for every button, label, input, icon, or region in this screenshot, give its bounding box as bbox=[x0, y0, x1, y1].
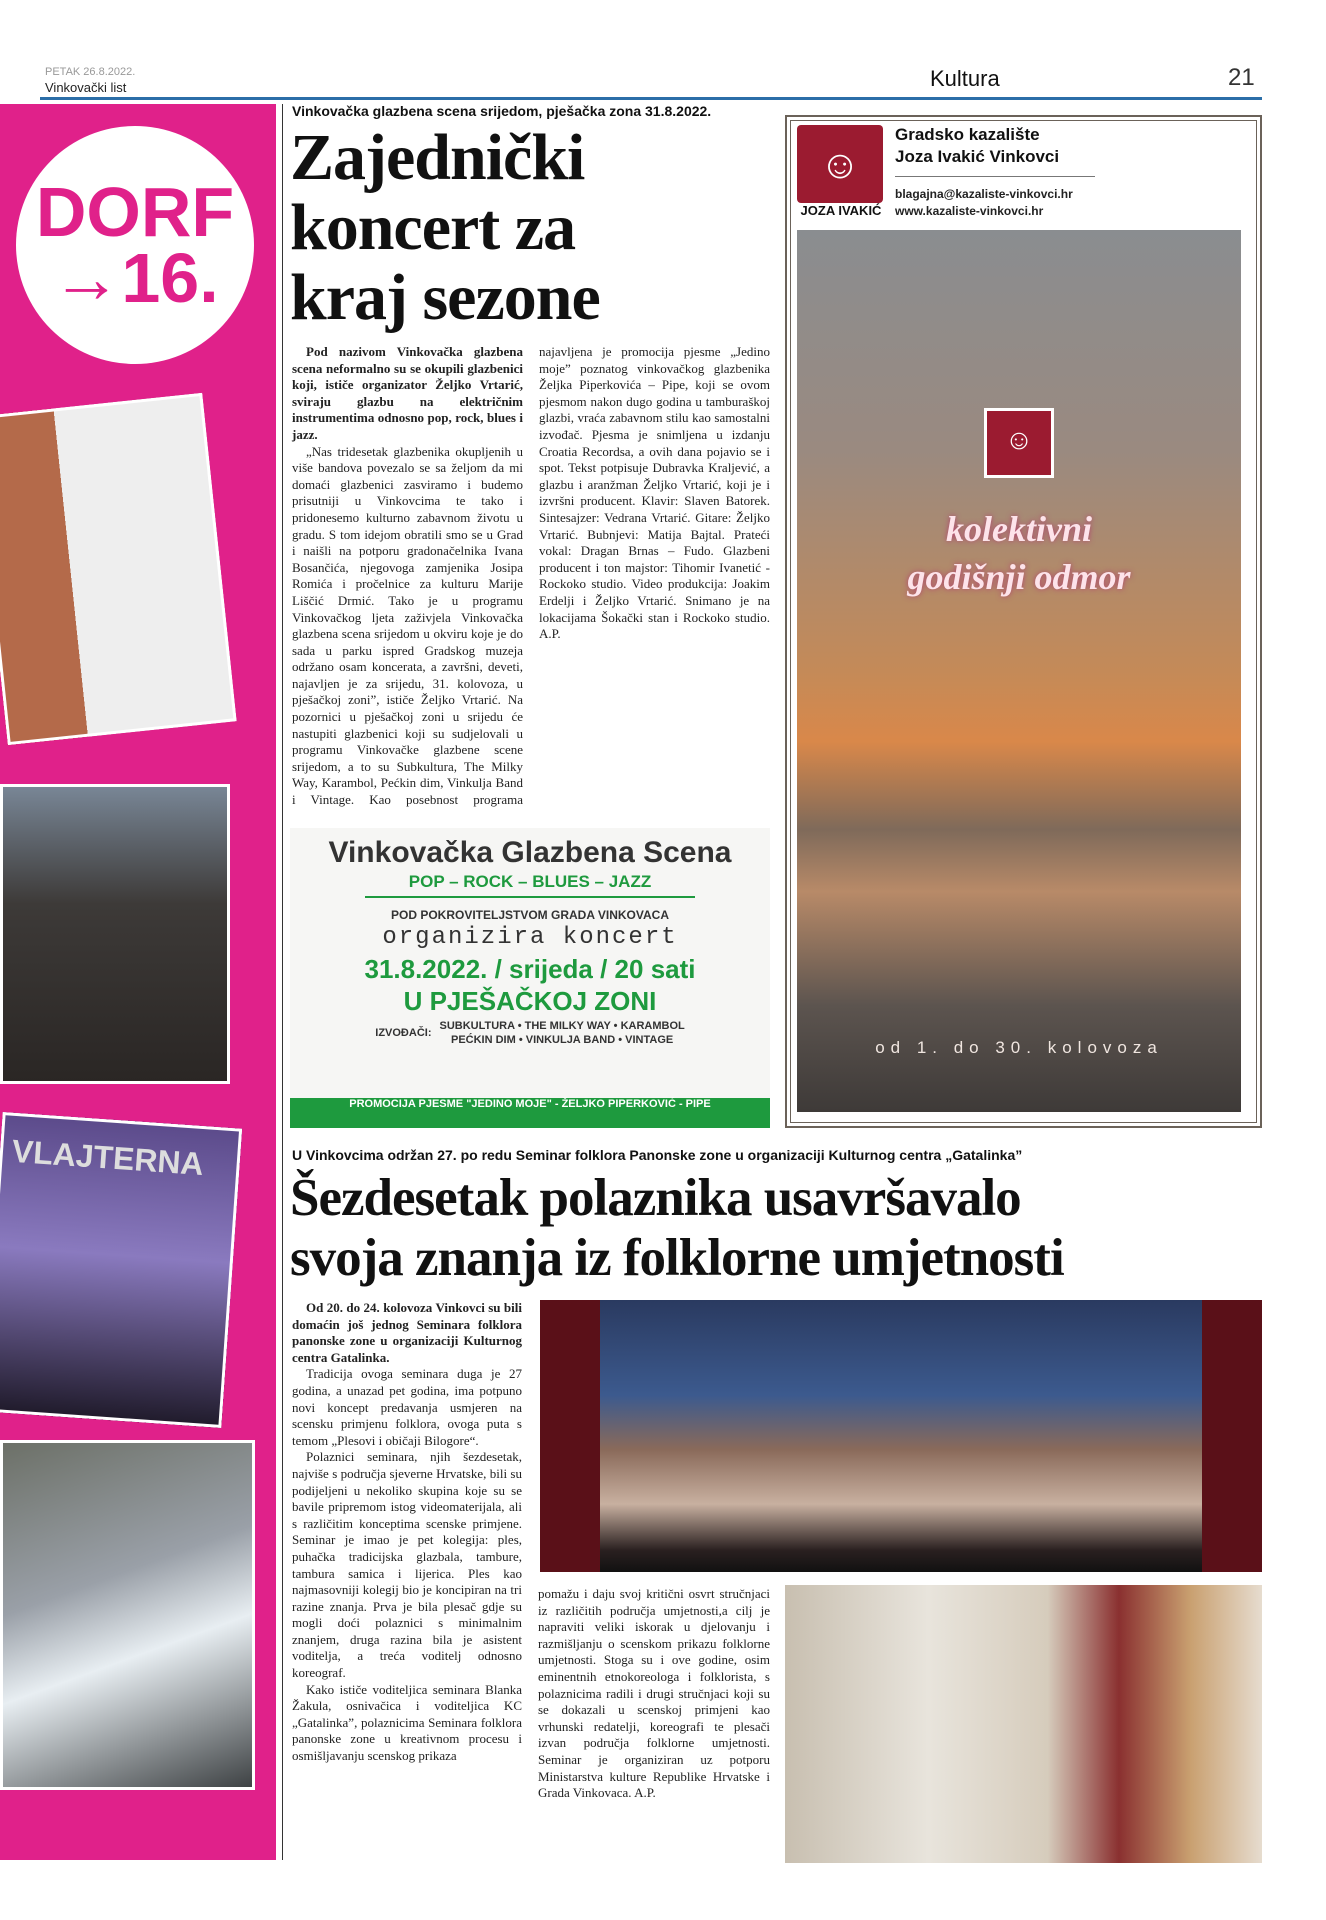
theater-masks-icon: ☺ bbox=[797, 125, 883, 203]
screen-photo: VLAJTERNA bbox=[0, 1112, 242, 1428]
poster-title: Vinkovačka Glazbena Scena bbox=[328, 836, 732, 869]
poster-performers: SUBKULTURA • THE MILKY WAY • KARAMBOL bbox=[439, 1020, 685, 1032]
article2-kicker: U Vinkovcima održan 27. po redu Seminar folklora Panonske zone u organizaciji Kulturnog centra „Gatalinka” bbox=[292, 1147, 1023, 1163]
sunset-beach-image bbox=[797, 230, 1241, 1112]
headline-line: Šezdesetak polaznika usavršavalo bbox=[290, 1169, 1021, 1227]
poster-performers: PEĆKIN DIM • VINKULJA BAND • VINTAGE bbox=[451, 1034, 674, 1046]
poster-date: 31.8.2022. / srijeda / 20 sati bbox=[364, 954, 696, 984]
divider bbox=[895, 176, 1095, 177]
article-lead: Od 20. do 24. kolovoza Vinkovci su bili domaćin još jednog Seminara folklora panonske zone u organizaciji Kulturnog centra Gatalinka. bbox=[292, 1300, 522, 1365]
theater-website-link[interactable]: www.kazaliste-vinkovci.hr bbox=[895, 204, 1044, 218]
article2-continuation bbox=[538, 1586, 770, 1802]
article1-body bbox=[292, 344, 770, 824]
poster-performers-label: IZVOĐAČI: bbox=[375, 1027, 432, 1039]
sidebar-photo-strip bbox=[0, 104, 276, 1860]
article-paragraph: Kako ističe voditeljica seminara Blanka Žakula, osnivačica i voditeljica KC „Gatalinka”, polaznicima Seminara folklora panonske zone u kreativnom procesu i osmišljavanju scenskog prikaza bbox=[292, 1681, 522, 1764]
theater-name-line: Joza Ivakić Vinkovci bbox=[895, 147, 1060, 166]
bagpipe-workshop-photo bbox=[785, 1585, 1262, 1863]
article-paragraph: Tradicija ovoga seminara duga je 27 godina, a unazad pet godina, ima potpuno novi koncept predavanja usmjeren na scensku primjenu folklora, ovoga puta s temom „Plesovi i običaji Bilogore“. bbox=[292, 1366, 522, 1448]
article2-body bbox=[292, 1300, 522, 1765]
theater-name-line: Gradsko kazalište bbox=[895, 125, 1040, 144]
audience-photo bbox=[0, 784, 230, 1084]
theater-name bbox=[895, 124, 1059, 168]
headline-line: Zajednički bbox=[290, 121, 585, 194]
theater-logo-small: ☺ bbox=[984, 408, 1054, 478]
header-rule bbox=[40, 97, 1262, 100]
logo-text: DORF bbox=[35, 172, 235, 251]
poster-promo-banner: PROMOCIJA PJESME "JEDINO MOJE" - ŽELJKO PIPERKOVIĆ - PIPE bbox=[290, 1098, 770, 1128]
stage-photo bbox=[0, 393, 237, 745]
article2-headline bbox=[290, 1168, 1064, 1288]
group-photo-folklore-seminar bbox=[540, 1300, 1262, 1572]
concert-poster bbox=[290, 828, 770, 1128]
poster-organizes: organizira koncert bbox=[382, 924, 678, 951]
article-paragraph: Polaznici seminara, njih šezdesetak, najviše s područja sjeverne Hrvatske, bili su podijeljeni u nekoliko skupina koje su se bavile pripremom istog videomaterijala, ali s različitim konceptima scenske primjene. Seminar je imao je pet kolegija: ples, puhačka tradicijska glazbala, tambure, tambura samica i lijerica. Ples kao najmasovniji kolegij bio je koncipiran na tri razine znanja. Prva je bila plesač gdje su mogli doći polaznici s minimalnim znanjem, druga razina bila je asistent voditelja, a treća voditelj odnosno koreograf. bbox=[292, 1449, 522, 1681]
column-rule bbox=[282, 104, 283, 1860]
theater-logo bbox=[797, 125, 885, 220]
logo-text: JOZA IVAKIĆ bbox=[800, 203, 882, 218]
festival-booklet-photo bbox=[0, 1440, 255, 1790]
poster-location: U PJEŠAČKOJ ZONI bbox=[403, 986, 657, 1016]
slogan-line: godišnji odmor bbox=[907, 557, 1131, 597]
article-paragraph: „Nas tridesetak glazbenika okupljenih u više bandova povezalo se sa željom da mi domaći glazbenici zasviramo i budemo prisutniji u Vinkovcima te tako i pridonesemo kulturno zabavnom životu u gradu. S tom idejom obratili smo se u Grad i naišli na potporu gradonačelnika Ivana Bosančića, njegovoga zamjenika Josipa Romića i pročelnice za kulturu Marije Liščić Drmić. Tako je u programu Vinkovačkog ljeta zaživjela Vinkovačka glazbena scena srijedom u okviru koje je do sada u parku ispred Gradskog muzeja održano osam koncerata, a završni, deveti, najavljen je za srijedu, 31. kolovoza, u pješačkoj zoni”, ističe Željko Vrtarić. Na pozornici u pješačkoj zoni u srijedu će nastupiti glazbenici koji su sudjelovali u programu Vinkovačke glazbene scene srijedom, a to su Subkultura, The Milky Way, Karambol, Pećkin dim, Vinkulja Band i Vintage. Kao posebnost programa najavljena je promocija pjesme „Jedino moje” poznatog vinkovačkog glazbenika Željka Piperkovića – Pipe, koji se ovom pjesmom nakon dugo godina u tamburaškoj glazbi, vraća zabavnom stilu kao samostalni izvođač. Pjesma je snimljena u izdanju Croatia Recordsa, a ovih dana pojavio se i spot. Tekst potpisuje Dubravka Kraljević, a glazbu i aranžman Željko Vrtarić, koji je i izvršni producent. Klavir: Slaven Batorek. Sintesajzer: Vedrana Vrtarić. Gitare: Željko Vrtarić. Bubnjevi: Matija Bajtal. Prateći vokal: Dragan Brnas – Fudo. Glazbeni producent i ton majstor: Tihomir Ivanetić -Rockoko studio. Video produkcija: Joakim Erdelji i Željko Vrtarić. Snimano je na lokacijama Šokački stan i Rockoko studio. A.P. bbox=[292, 344, 770, 808]
dorf-logo bbox=[16, 126, 254, 364]
article1-kicker: Vinkovačka glazbena scena srijedom, pješačka zona 31.8.2022. bbox=[292, 103, 712, 119]
article-paragraph: pomažu i daju svoj kritični osvrt stručnjaci iz različitih područja umjetnosti,a cilj je napraviti veliki iskorak u djelovanju i razmišljanju o scenskom prikazu folklorne umjetnosti. Stoga su i ove godine, osim eminentnih etnokoreologa i folklorista, s polaznicima radili i drugi stručnjaci koji su se dokazali u scenskoj primjeni kao vrhunski redatelji, koreografi te plesači izvan područja folklorne umjetnosti. Seminar je organiziran uz potporu Ministarstva kulture Republike Hrvatske i Grada Vinkovaca. A.P. bbox=[538, 1586, 770, 1801]
ad-slogan bbox=[797, 505, 1241, 601]
stage-curtain bbox=[540, 1300, 600, 1572]
headline-line: kraj sezone bbox=[290, 261, 600, 334]
slogan-line: kolektivni bbox=[946, 509, 1092, 549]
article1-headline bbox=[290, 123, 600, 333]
headline-line: svoja znanja iz folklorne umjetnosti bbox=[290, 1229, 1064, 1287]
stage-curtain bbox=[1202, 1300, 1262, 1572]
page-number: 21 bbox=[1228, 64, 1255, 91]
theater-email-link[interactable]: blagajna@kazaliste-vinkovci.hr bbox=[895, 187, 1073, 201]
ad-dates: od 1. do 30. kolovoza bbox=[875, 1038, 1163, 1057]
article-lead: Pod nazivom Vinkovačka glazbena scena neformalno su se okupili glazbenici koji, ističe organizator Željko Vrtarić, sviraju glazbu na električnim instrumentima odnosno pop, rock, blues i jazz. bbox=[292, 344, 523, 442]
poster-patron: POD POKROVITELJSTVOM GRADA VINKOVACA bbox=[390, 908, 670, 922]
logo-number: →16. bbox=[51, 239, 219, 317]
poster-genres: POP – ROCK – BLUES – JAZZ bbox=[365, 872, 695, 898]
section-title: Kultura bbox=[930, 66, 1000, 91]
newspaper-name: Vinkovački list bbox=[45, 80, 127, 95]
headline-line: koncert za bbox=[290, 191, 576, 264]
issue-date: PETAK 26.8.2022. bbox=[45, 66, 136, 78]
